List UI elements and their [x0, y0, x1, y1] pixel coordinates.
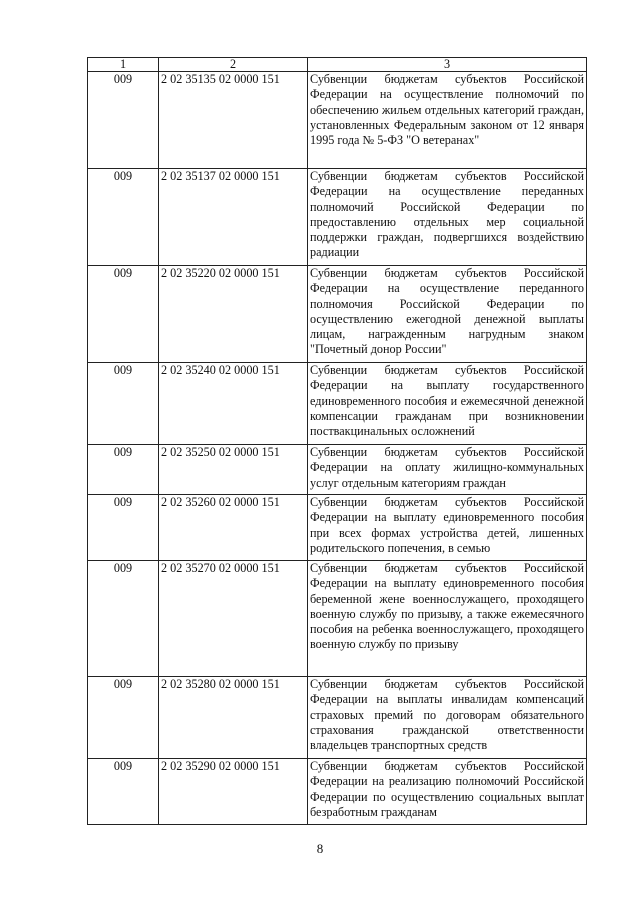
table-header-row — [88, 58, 587, 72]
admin-code-cell: 009 — [88, 677, 159, 759]
table-row — [88, 266, 587, 363]
classification-code-cell: 2 02 35290 02 0000 151 — [159, 759, 308, 825]
classification-code-cell: 2 02 35250 02 0000 151 — [159, 445, 308, 495]
table-row — [88, 72, 587, 169]
admin-code-cell: 009 — [88, 759, 159, 825]
description-cell: Субвенции бюджетам субъектов Российской Федерации на выплату государственного единовременного пособия и ежемесячной денежной компенсации гражданам при возникновении поствакцинальных осложнений — [308, 363, 587, 445]
admin-code-cell: 009 — [88, 495, 159, 561]
admin-code-cell: 009 — [88, 445, 159, 495]
header-column-2: 2 — [159, 58, 308, 72]
description-cell: Субвенции бюджетам субъектов Российской Федерации на осуществление переданного полномочия Российской Федерации по осуществлению ежегодной денежной выплаты лицам, награжденным нагрудным знаком "Почетный донор России" — [308, 266, 587, 363]
table-row — [88, 759, 587, 825]
admin-code-cell: 009 — [88, 169, 159, 266]
classification-code-cell: 2 02 35270 02 0000 151 — [159, 561, 308, 677]
description-cell: Субвенции бюджетам субъектов Российской Федерации на реализацию полномочий Российской Федерации по осуществлению социальных выплат безработным гражданам — [308, 759, 587, 825]
admin-code-cell: 009 — [88, 363, 159, 445]
table-row — [88, 445, 587, 495]
table-row — [88, 169, 587, 266]
classification-code-cell: 2 02 35137 02 0000 151 — [159, 169, 308, 266]
description-cell: Субвенции бюджетам субъектов Российской Федерации на выплату единовременного пособия беременной жене военнослужащего, проходящего военную службу по призыву, а также ежемесячного пособия на ребенка военнослужащего, проходящего военную службу по призыву — [308, 561, 587, 677]
table-row — [88, 561, 587, 677]
description-cell: Субвенции бюджетам субъектов Российской Федерации на осуществление полномочий по обеспечению жильем отдельных категорий граждан, установленных Федеральным законом от 12 января 1995 года № 5-ФЗ "О ветеранах" — [308, 72, 587, 169]
classification-code-cell: 2 02 35260 02 0000 151 — [159, 495, 308, 561]
description-cell: Субвенции бюджетам субъектов Российской Федерации на оплату жилищно-коммунальных услуг отдельным категориям граждан — [308, 445, 587, 495]
description-cell: Субвенции бюджетам субъектов Российской Федерации на выплату единовременного пособия при всех формах устройства детей, лишенных родительского попечения, в семью — [308, 495, 587, 561]
admin-code-cell: 009 — [88, 266, 159, 363]
header-column-3: 3 — [308, 58, 587, 72]
header-column-1: 1 — [88, 58, 159, 72]
budget-classification-table — [87, 57, 587, 825]
table-row — [88, 495, 587, 561]
admin-code-cell: 009 — [88, 72, 159, 169]
table-row — [88, 677, 587, 759]
classification-code-cell: 2 02 35280 02 0000 151 — [159, 677, 308, 759]
admin-code-cell: 009 — [88, 561, 159, 677]
classification-code-cell: 2 02 35240 02 0000 151 — [159, 363, 308, 445]
description-cell: Субвенции бюджетам субъектов Российской Федерации на выплаты инвалидам компенсаций страховых премий по договорам обязательного страхования гражданской ответственности владельцев транспортных средств — [308, 677, 587, 759]
description-cell: Субвенции бюджетам субъектов Российской Федерации на осуществление переданных полномочий Российской Федерации по предоставлению отдельных мер социальной поддержки граждан, подвергшихся воздействию радиации — [308, 169, 587, 266]
page-number: 8 — [316, 841, 324, 856]
classification-code-cell: 2 02 35220 02 0000 151 — [159, 266, 308, 363]
table-row — [88, 363, 587, 445]
classification-code-cell: 2 02 35135 02 0000 151 — [159, 72, 308, 169]
